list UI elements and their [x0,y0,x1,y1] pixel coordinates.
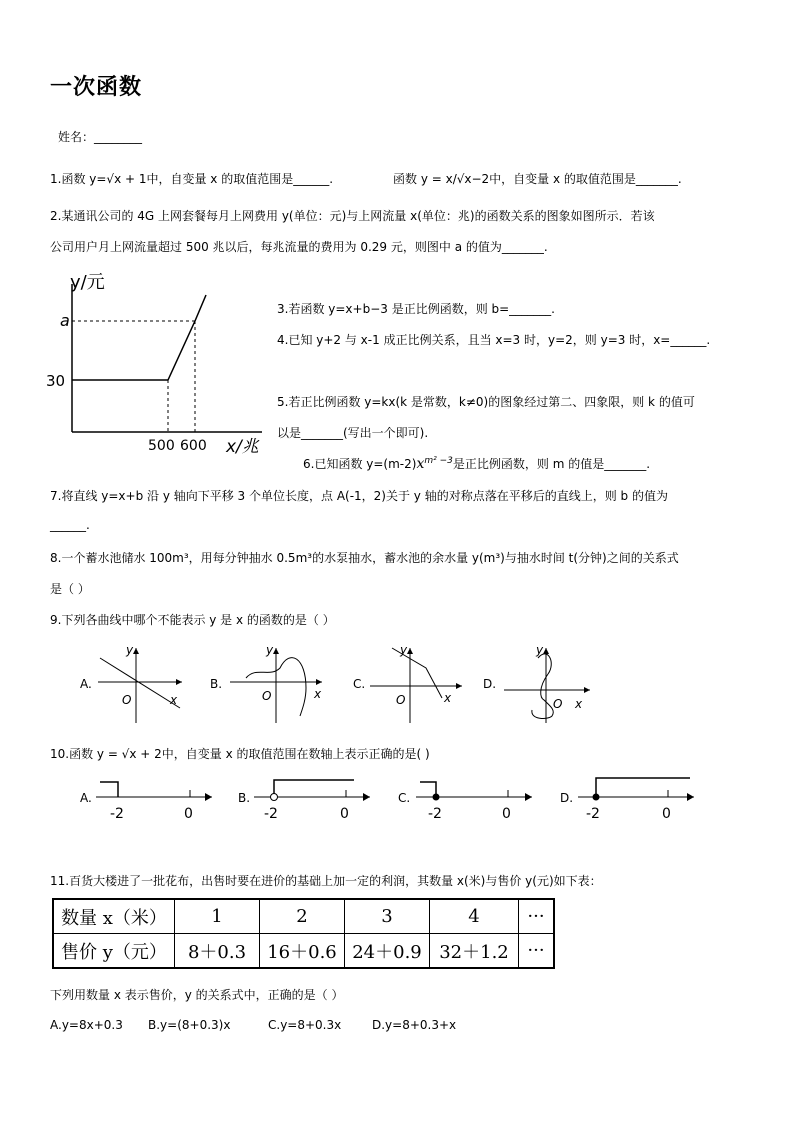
svg-text:O: O [553,697,563,711]
svg-text:B.: B. [210,677,223,691]
q11-table [52,898,555,969]
svg-text:C.: C. [398,791,411,805]
q6 [303,455,650,472]
svg-text:D.: D. [483,677,497,691]
q10-option-c [398,782,532,822]
svg-text:x: x [170,693,178,707]
q2-graph [40,268,272,460]
table-cell: 24＋0.9 [345,934,430,969]
svg-text:O: O [396,693,406,707]
graph-a-label: a [60,311,70,330]
svg-text:y: y [400,643,408,657]
q9-options [70,638,740,728]
table-cell: 售价 y（元） [53,934,175,969]
svg-text:-2: -2 [428,806,442,822]
q6-x: x [416,456,425,472]
svg-text:x: x [314,687,322,701]
graph-x-label: x/兆 [226,437,259,457]
q10-options [78,770,718,826]
q2-line1: 2.某通讯公司的 4G 上网套餐每月上网费用 y(单位：元)与上网流量 x(单位：兆)的函数关系的图象如图所示．若该 [50,209,655,223]
svg-text:0: 0 [502,806,511,822]
q9-option-a [80,643,182,723]
svg-text:A.: A. [80,791,92,805]
svg-text:B.: B. [238,791,251,805]
table-row [53,899,554,934]
q10-option-d [560,778,694,822]
table-cell: 32＋1.2 [430,934,519,969]
q1-part-a: 1.函数 y=√x + 1中，自变量 x 的取值范围是______. [50,172,334,186]
q11-choice-b: B.y=(8+0.3)x [148,1018,231,1032]
graph-500-label: 500 [148,438,175,454]
table-cell: 8＋0.3 [175,934,260,969]
svg-text:x: x [444,691,452,705]
table-cell: 4 [430,899,519,934]
q11-choice-d: D.y=8+0.3+x [372,1018,457,1032]
table-cell: ··· [519,934,555,969]
svg-text:O: O [262,689,272,703]
q11-stem: 11.百货大楼进了一批花布，出售时要在进价的基础上加一定的利润，其数量 x(米)与售价 y(元)如下表： [50,874,602,888]
svg-text:0: 0 [184,806,193,822]
q9-stem: 9.下列各曲线中哪个不能表示 y 是 x 的函数的是（ ） [50,613,335,627]
q10-option-a [80,782,212,822]
graph-y-label: y/元 [70,272,105,293]
table-cell: 1 [175,899,260,934]
svg-text:-2: -2 [264,806,278,822]
name-field-label: 姓名：________ [58,130,143,144]
q8-line1: 8.一个蓄水池储水 100m³，用每分钟抽水 0.5m³的水泵抽水，蓄水池的余水量 y(m³)与抽水时间 t(分钟)之间的关系式 [50,551,679,565]
svg-text:O: O [122,693,132,707]
q8-line2: 是（ ） [50,582,90,596]
table-cell: 16＋0.6 [260,934,345,969]
q4: 4.已知 y+2 与 x-1 成正比例关系，且当 x=3 时，y=2，则 y=3 时，x=______. [277,333,711,347]
svg-text:0: 0 [340,806,349,822]
q5-line1: 5.若正比例函数 y=kx(k 是常数，k≠0)的图象经过第二、四象限，则 k 的值可 [277,395,695,409]
q1-part-b: 函数 y = x/√x−2中，自变量 x 的取值范围是_______. [393,172,682,186]
table-cell: 3 [345,899,430,934]
svg-text:0: 0 [662,806,671,822]
q10-stem: 10.函数 y = √x + 2中，自变量 x 的取值范围在数轴上表示正确的是( ) [50,747,430,761]
table-row [53,934,554,969]
q5-line2: 以是_______(写出一个即可). [277,426,429,440]
svg-text:x: x [575,697,583,711]
graph-600-label: 600 [180,438,207,454]
q6-post: 是正比例函数，则 m 的值是_______. [452,457,651,471]
q11-choice-c: C.y=8+0.3x [268,1018,342,1032]
q7-line2: ______. [50,518,90,532]
svg-text:-2: -2 [586,806,600,822]
q11-question: 下列用数量 x 表示售价，y 的关系式中，正确的是（ ） [50,988,344,1002]
q6-pre: 6.已知函数 y=(m-2) [303,457,417,471]
svg-text:D.: D. [560,791,574,805]
q9-option-c [353,643,462,723]
table-cell: 数量 x（米） [53,899,175,934]
q7-line1: 7.将直线 y=x+b 沿 y 轴向下平移 3 个单位长度，点 A(-1，2)关于 y 轴的对称点落在平移后的直线上，则 b 的值为 [50,489,668,503]
q2-line2: 公司用户月上网流量超过 500 兆以后，每兆流量的费用为 0.29 元，则图中 a 的值为_______. [50,240,548,254]
q11-choice-a: A.y=8x+0.3 [50,1018,123,1032]
svg-text:y: y [126,643,134,657]
svg-text:y: y [536,643,544,657]
svg-text:A.: A. [80,677,92,691]
q10-option-b [238,780,370,822]
svg-text:y: y [266,643,274,657]
svg-text:-2: -2 [110,806,124,822]
graph-30-label: 30 [46,372,66,390]
svg-text:C.: C. [353,677,366,691]
page-title: 一次函数 [50,75,143,100]
table-cell: 2 [260,899,345,934]
table-cell: ··· [519,899,555,934]
q3: 3.若函数 y=x+b−3 是正比例函数，则 b=_______. [277,302,555,316]
q6-exponent: m² −3 [424,456,453,466]
q9-option-d [483,643,590,723]
q9-option-b [210,643,322,723]
